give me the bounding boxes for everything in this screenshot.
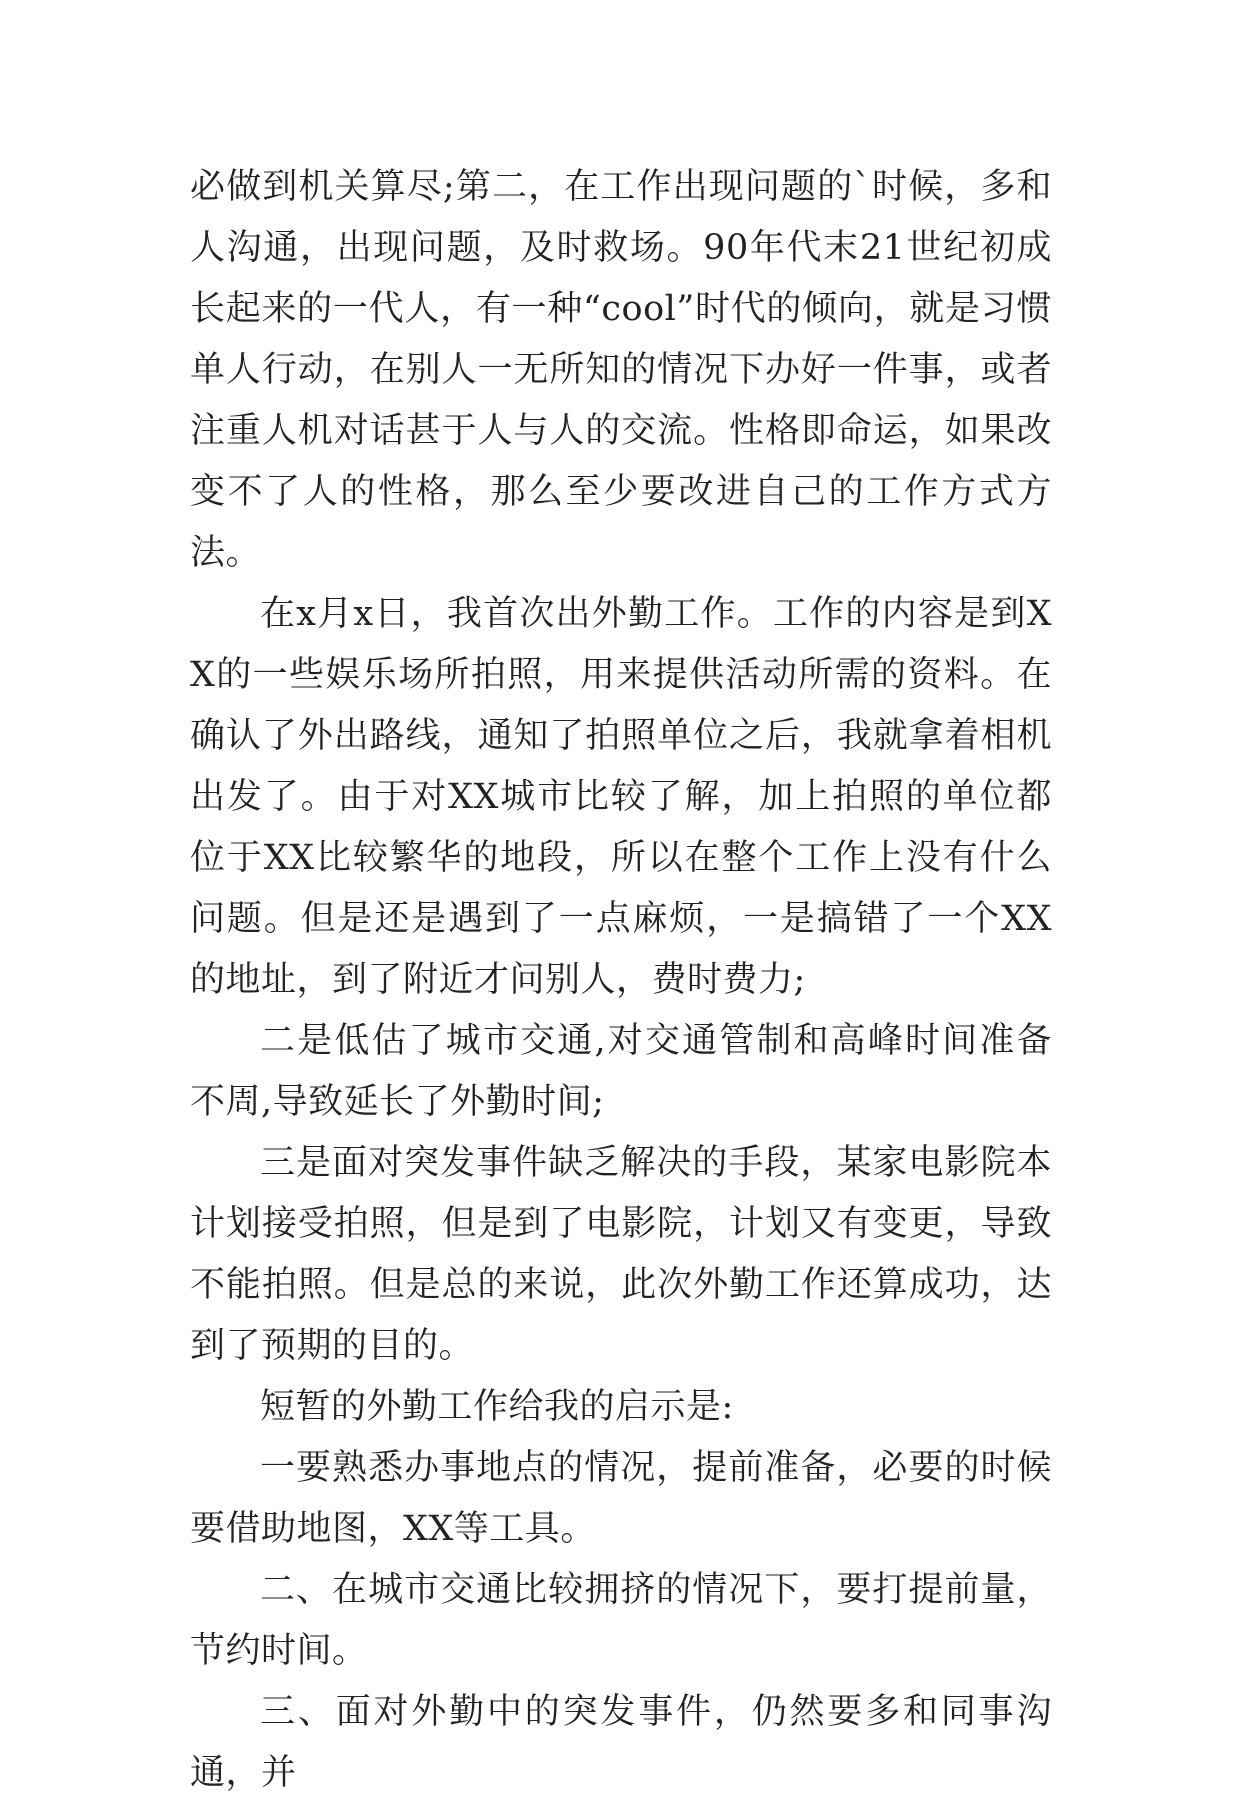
paragraph-lesson-two: 二、在城市交通比较拥挤的情况下，要打提前量，节约时间。 bbox=[190, 1570, 1052, 1671]
paragraph-problem-two: 二是低估了城市交通,对交通管制和高峰时间准备不周,导致延长了外勤时间; bbox=[190, 1021, 1052, 1122]
body-text bbox=[190, 157, 1052, 1804]
paragraph-continuation: 必做到机关算尽;第二，在工作出现问题的`时候，多和人沟通，出现问题，及时救场。90年代末21世纪初成长起来的一代人，有一种“cool”时代的倾向，就是习惯单人行动，在别人一无所知的情况下办好一件事，或者注重人机对话甚于人与人的交流。性格即命运，如果改变不了人的性格，那么至少要改进自己的工作方式方法。 bbox=[190, 167, 1052, 573]
paragraph-problem-three: 三是面对突发事件缺乏解决的手段，某家电影院本计划接受拍照，但是到了电影院，计划又有变更，导致不能拍照。但是总的来说，此次外勤工作还算成功，达到了预期的目的。 bbox=[190, 1143, 1052, 1366]
paragraph-lessons-heading: 短暂的外勤工作给我的启示是: bbox=[260, 1387, 734, 1427]
paragraph-lesson-three: 三、面对外勤中的突发事件，仍然要多和同事沟通，并 bbox=[190, 1692, 1052, 1793]
paragraph-first-field-work: 在x月x日，我首次出外勤工作。工作的内容是到XX的一些娱乐场所拍照，用来提供活动所需的资料。在确认了外出路线，通知了拍照单位之后，我就拿着相机出发了。由于对XX城市比较了解，加上拍照的单位都位于XX比较繁华的地段，所以在整个工作上没有什么问题。但是还是遇到了一点麻烦，一是搞错了一个XX的地址，到了附近才问别人，费时费力; bbox=[190, 594, 1052, 1000]
paragraph-lesson-one: 一要熟悉办事地点的情况，提前准备，必要的时候要借助地图，XX等工具。 bbox=[190, 1448, 1052, 1549]
